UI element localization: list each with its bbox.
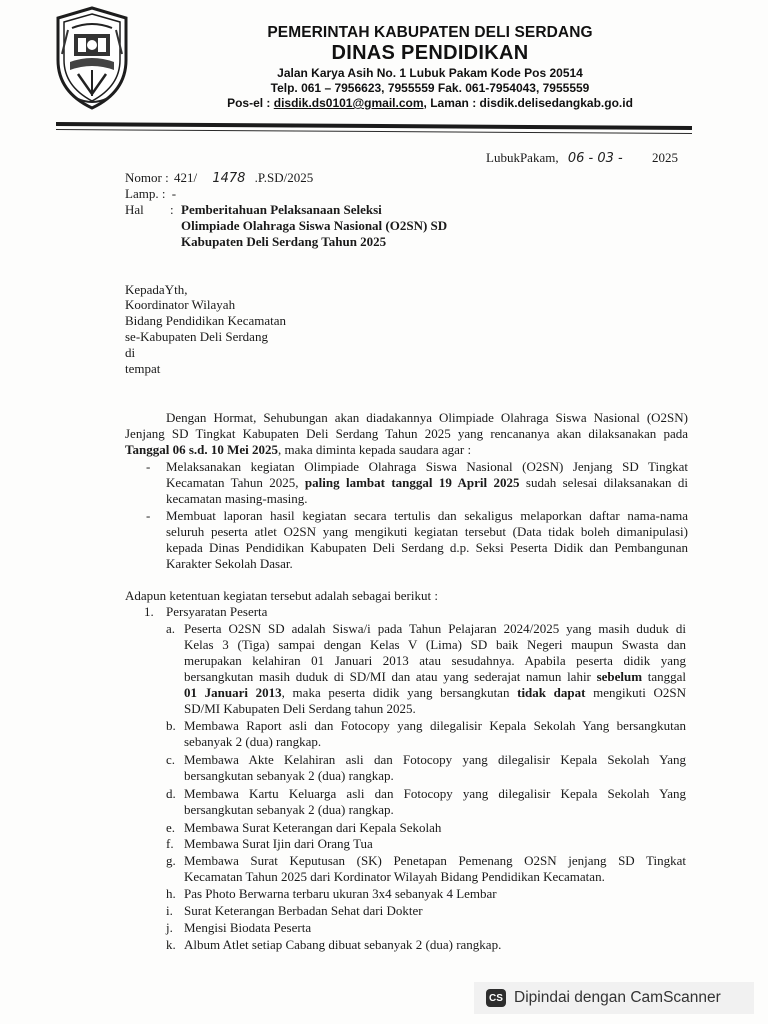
- bullet-2-line-4: Karakter Sekolah Dasar.: [166, 556, 293, 571]
- letterhead-address: Jalan Karya Asih No. 1 Lubuk Pakam Kode Pos 20514: [277, 66, 583, 80]
- item-a-text-d: mengikuti O2SN: [585, 685, 687, 700]
- item-a-text-c: , maka peserta didik yang bersangkutan: [281, 685, 518, 700]
- item-letter: b.: [166, 718, 176, 733]
- date-line: [486, 150, 678, 166]
- bullet-dash: -: [146, 459, 151, 474]
- item-a-line-4: [184, 669, 686, 684]
- item-d-line-1: Membawa Kartu Keluarga asli dan Fotocopy yang dilegalisir Kepala Sekolah Yang: [184, 786, 686, 801]
- item-b-line-1: Membawa Raport asli dan Fotocopy yang dilegalisir Kepala Sekolah Yang bersangkutan: [184, 718, 686, 733]
- item-letter: g.: [166, 853, 176, 868]
- cutoff-date-bold: 01 Januari 2013: [184, 685, 282, 700]
- item-letter: k.: [166, 937, 176, 952]
- camscanner-watermark: [474, 982, 754, 1014]
- bullet-1-text-b: sudah selesai dilaksanakan di: [519, 475, 688, 490]
- item-i-line-1: Surat Keterangan Berbadan Sehat dari Dokter: [184, 903, 423, 918]
- subject-line-1: Pemberitahuan Pelaksanaan Seleksi: [181, 202, 382, 217]
- deli-serdang-coat-of-arms-logo: [50, 4, 134, 112]
- bullet-dash: -: [146, 508, 151, 523]
- item-a-line-6: SD/MI Kabupaten Deli Serdang tahun 2025.: [184, 701, 416, 716]
- event-date-bold: Tanggal 06 s.d. 10 Mei 2025: [125, 442, 279, 457]
- item-h-line-1: Pas Photo Berwarna terbaru ukuran 3x4 sebanyak 4 Lembar: [184, 886, 497, 901]
- date-handwritten: 06 - 03 -: [567, 151, 623, 166]
- item-c-line-1: Membawa Akte Kelahiran asli dan Fotocopy yang dilegalisir Kepala Sekolah Yang: [184, 752, 686, 767]
- item-letter: d.: [166, 786, 176, 801]
- item-a-text-a: bersangkutan masih duduk di SD/MI dan atau yang sederajat namun lahir: [184, 669, 597, 684]
- recipient-line: se-Kabupaten Deli Serdang: [125, 329, 268, 344]
- item-letter: c.: [166, 752, 176, 767]
- website-text: , Laman : disdik.delisedangkab.go.id: [423, 96, 633, 110]
- item-letter: h.: [166, 886, 176, 901]
- nomor-handwritten: 1478: [212, 171, 246, 186]
- deadline-bold: paling lambat tanggal 19 April 2025: [304, 475, 520, 490]
- nomor-label: Nomor :: [125, 170, 169, 185]
- lamp-value: -: [171, 186, 177, 201]
- bullet-2-line-1: Membuat laporan hasil kegiatan secara tertulis dan sekaligus melaporkan daftar nama-nama: [166, 508, 688, 523]
- email-address: disdik.ds0101@gmail.com: [273, 96, 424, 110]
- item-g-line-2: Kecamatan Tahun 2025 dari Kordinator Wilayah Bidang Pendidikan Kecamatan.: [184, 869, 605, 884]
- letterhead-phone-fax: Telp. 061 – 7956623, 7955559 Fak. 061-7954043, 7955559: [270, 81, 590, 95]
- provisions-intro: Adapun ketentuan kegiatan tersebut adalah sebagai berikut :: [125, 588, 438, 603]
- date-place: LubukPakam,: [486, 150, 559, 165]
- attachment-line: [125, 186, 176, 201]
- opening-line-2: Jenjang SD Tingkat Kabupaten Deli Serdang Tahun 2025 yang rencananya akan dilaksanakan pada: [125, 426, 688, 441]
- subject-line-3: Kabupaten Deli Serdang Tahun 2025: [181, 234, 387, 249]
- recipient-line: Koordinator Wilayah: [125, 297, 236, 312]
- item-d-line-2: bersangkutan sebanyak 2 (dua) rangkap.: [184, 802, 394, 817]
- section-number: 1.: [144, 604, 154, 619]
- item-a-line-5: [184, 685, 686, 700]
- item-g-line-1: Membawa Surat Keputusan (SK) Penetapan Pemenang O2SN jenjang SD Tingkat: [184, 853, 686, 868]
- letterhead-email-website: [150, 96, 710, 110]
- bullet-1-line-2: [166, 475, 688, 490]
- letter-number: [125, 170, 313, 186]
- nomor-prefix: 421/: [173, 170, 198, 185]
- item-k-line-1: Album Atlet setiap Cabang dibuat sebanyak 2 (dua) rangkap.: [184, 937, 502, 952]
- letterhead-divider-thin: [56, 129, 692, 134]
- item-letter: i.: [166, 903, 173, 918]
- recipient-line: KepadaYth,: [125, 282, 188, 297]
- item-a-line-3: merupakan kelahiran 01 Januari 2013 atau sesudahnya. Apabila peserta didik yang: [184, 653, 686, 668]
- item-letter: j.: [166, 920, 173, 935]
- bullet-1-text-a: Kecamatan Tahun 2025,: [166, 475, 305, 490]
- hal-colon: :: [170, 202, 174, 217]
- section-title: Persyaratan Peserta: [166, 604, 268, 619]
- letterhead-government-name: PEMERINTAH KABUPATEN DELI SERDANG: [267, 24, 593, 41]
- recipient-line: tempat: [125, 361, 161, 376]
- lamp-label: Lamp. :: [125, 186, 166, 201]
- opening-line-3: [125, 442, 471, 457]
- camscanner-icon: CS: [486, 989, 506, 1007]
- date-year: 2025: [651, 150, 678, 165]
- camscanner-text: Dipindai dengan CamScanner: [514, 989, 721, 1006]
- item-a-line-1: Peserta O2SN SD adalah Siswa/i pada Tahun Pelajaran 2024/2025 yang masih duduk di: [184, 621, 686, 636]
- email-label: Pos-el :: [227, 96, 274, 110]
- item-j-line-1: Mengisi Biodata Peserta: [184, 920, 312, 935]
- item-c-line-2: bersangkutan sebanyak 2 (dua) rangkap.: [184, 768, 394, 783]
- item-a-line-2: Kelas 3 (Tiga) sampai dengan Kelas V (Lima) SD baik Negeri maupun Swasta dan: [184, 637, 686, 652]
- item-f-line-1: Membawa Surat Ijin dari Orang Tua: [184, 836, 373, 851]
- nomor-suffix: .P.SD/2025: [254, 170, 314, 185]
- bullet-1-line-1: Melaksanakan kegiatan Olimpiade Olahraga Siswa Nasional (O2SN) Jenjang SD Tingkat: [166, 459, 688, 474]
- recipient-line: di: [125, 345, 136, 360]
- item-letter: a.: [166, 621, 176, 636]
- hal-label: Hal: [125, 202, 144, 217]
- bullet-2-line-3: kepada Dinas Pendidikan Kabupaten Deli Serdang d.p. Seksi Peserta Didik dan Pembangunan: [166, 540, 688, 555]
- item-letter: e.: [166, 820, 176, 835]
- cannot-bold: tidak dapat: [517, 685, 586, 700]
- bullet-1-line-3: kecamatan masing-masing.: [166, 491, 308, 506]
- recipient-line: Bidang Pendidikan Kecamatan: [125, 313, 287, 328]
- item-a-text-b: tanggal: [642, 669, 686, 684]
- letterhead-office-name: DINAS PENDIDIKAN: [331, 42, 529, 64]
- item-letter: f.: [166, 836, 174, 851]
- item-e-line-1: Membawa Surat Keterangan dari Kepala Sekolah: [184, 820, 442, 835]
- bullet-2-line-2: seluruh peserta atlet O2SN yang mengikuti kegiatan tersebut (Data tidak boleh dimanipulasi): [166, 524, 688, 539]
- opening-line-1: Dengan Hormat, Sehubungan akan diadakannya Olimpiade Olahraga Siswa Nasional (O2SN): [166, 410, 688, 425]
- item-b-line-2: sebanyak 2 (dua) rangkap.: [184, 734, 322, 749]
- before-bold: sebelum: [596, 669, 643, 684]
- opening-line-3-rest: , maka diminta kepada saudara agar :: [278, 442, 472, 457]
- subject-line-2: Olimpiade Olahraga Siswa Nasional (O2SN) SD: [181, 218, 448, 233]
